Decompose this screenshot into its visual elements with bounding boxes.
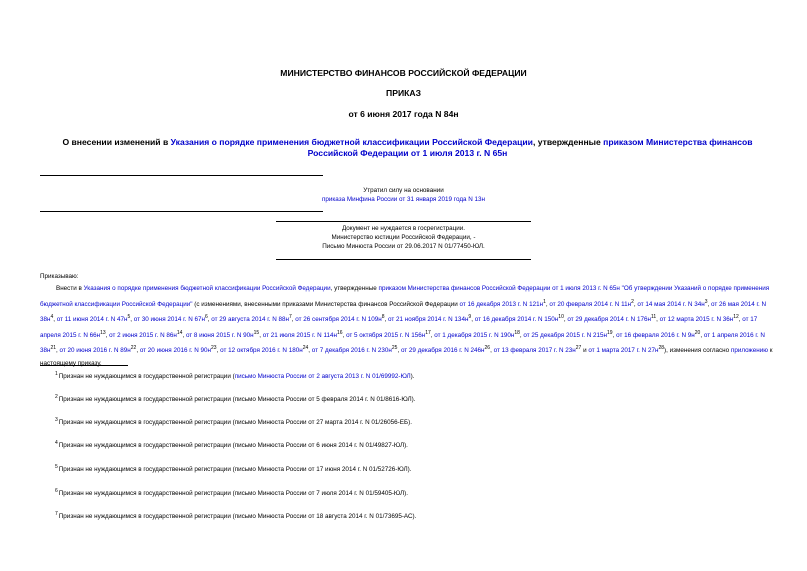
amendment-separator: , xyxy=(397,347,401,355)
footnote-number: 5 xyxy=(55,464,58,470)
amendment-separator: , xyxy=(471,316,475,324)
amendment-separator: , xyxy=(130,316,134,324)
footnote-mark: 18 xyxy=(514,329,520,336)
footnote-item xyxy=(55,488,408,497)
amendment-link[interactable]: от 21 ноября 2014 г. N 134н xyxy=(388,316,469,324)
main-paragraph xyxy=(40,283,775,370)
footnote-mark: 7 xyxy=(289,314,292,321)
footnote-text-end: ). xyxy=(410,373,415,381)
footnote-text: Признан не нуждающимся в государственной регистрации (письмо Минюста России от 5 февраля 2014 г. N 01/8616-ЮЛ). xyxy=(58,396,416,404)
footnote-mark: 24 xyxy=(302,345,309,352)
footnote-mark: 28 xyxy=(658,345,665,352)
amendment-link[interactable]: от 7 декабря 2016 г. N 230н xyxy=(311,347,392,355)
amendment-separator: , xyxy=(56,347,60,355)
amendment-separator: и xyxy=(581,347,589,355)
footnote-mark: 1 xyxy=(543,298,546,305)
footnote-text: Признан не нуждающимся в государственной регистрации (письмо Минюста России от 27 марта 2014 г. N 01/26056-ЕБ). xyxy=(58,419,412,427)
footnote-mark: 15 xyxy=(253,329,260,336)
amendment-separator: , xyxy=(490,347,494,355)
footnote-mark: 11 xyxy=(650,314,657,321)
footnote-mark: 4 xyxy=(50,314,54,321)
amendment-separator: , xyxy=(259,331,263,339)
footnote-text: Признан не нуждающимся в государственной регистрации (письмо Минюста России от 18 августа 2014 г. N 01/73695-АС). xyxy=(58,513,417,521)
amendment-link[interactable]: от 21 июля 2015 г. N 114н xyxy=(262,331,337,339)
registration-line3: Письмо Минюста России от 29.06.2017 N 01/77450-ЮЛ. xyxy=(322,243,485,250)
status-note-link[interactable]: приказа Минфина России от 31 января 2019 года N 13н xyxy=(321,196,486,203)
amendment-separator: , xyxy=(519,331,524,339)
doc-body xyxy=(40,271,775,370)
footnote-item xyxy=(55,464,411,473)
divider-reg-top xyxy=(276,221,531,222)
doc-heading xyxy=(40,137,775,159)
para-link-instructions[interactable]: Указания о порядке применения бюджетной классификации Российской Федерации xyxy=(83,285,331,293)
status-note xyxy=(0,186,807,204)
footnote-divider xyxy=(40,365,128,366)
amendment-separator: , xyxy=(207,316,212,324)
amendment-link[interactable]: от 29 декабря 2014 г. N 176н xyxy=(567,316,651,324)
amendment-link[interactable]: от 20 февраля 2014 г. N 11н xyxy=(549,300,632,308)
amendment-link[interactable]: от 13 февраля 2017 г. N 23н xyxy=(493,347,576,355)
footnote-mark: 9 xyxy=(468,314,472,321)
footnote-mark: 14 xyxy=(176,329,183,336)
divider-status xyxy=(40,211,323,212)
registration-note xyxy=(0,224,807,251)
footnote-number: 1 xyxy=(55,371,58,377)
footnote-mark: 12 xyxy=(733,314,739,321)
amendment-separator: , xyxy=(136,347,140,355)
amendment-link[interactable]: от 11 июня 2014 г. N 47н xyxy=(56,316,128,324)
footnote-text: Признан не нуждающимся в государственной регистрации (письмо Минюста России от 7 июля 2014 г. N 01/59405-ЮЛ). xyxy=(58,490,408,498)
divider-top xyxy=(40,175,323,176)
amendment-separator: , xyxy=(291,316,296,324)
amendment-link[interactable]: от 29 августа 2014 г. N 88н xyxy=(211,316,290,324)
heading-link-instructions[interactable]: Указания о порядке применения бюджетной классификации Российской Федерации xyxy=(170,137,533,147)
footnote-link[interactable]: письмо Минюста России от 2 августа 2013 г. N 01/69992-ЮЛ xyxy=(234,373,411,381)
amendment-separator: , xyxy=(384,316,389,324)
amendment-separator: , xyxy=(656,316,660,324)
footnote-text: Признан не нуждающимся в государственной регистрации (письмо Минюста России от 6 июня 2014 г. N 01/49827-ЮЛ). xyxy=(58,442,408,450)
para-end: ), изменения согласно xyxy=(664,347,731,355)
amendment-link[interactable]: от 17 апреля 2015 г. N 66н xyxy=(40,316,758,339)
footnote-mark: 19 xyxy=(607,329,613,336)
registration-line1: Документ не нуждается в госрегистрации. xyxy=(341,225,466,232)
footnote-mark: 25 xyxy=(391,345,398,352)
footnote-number: 4 xyxy=(55,440,58,446)
amendment-link[interactable]: от 5 октября 2015 г. N 156н xyxy=(346,331,426,339)
footnote-mark: 2 xyxy=(631,298,634,305)
footnote-item xyxy=(55,371,415,380)
para-text-2: (с изменениями, внесенными приказами Министерства финансов Российской Федерации xyxy=(192,300,460,308)
appendix-link[interactable]: приложению xyxy=(730,347,768,355)
footnote-item xyxy=(55,511,416,520)
footnote-mark: 22 xyxy=(130,345,137,352)
footnote-mark: 6 xyxy=(204,314,208,321)
footnote-text: Признан не нуждающимся в государственной регистрации (письмо Минюста России от 17 июня 2014 г. N 01/52726-ЮЛ). xyxy=(58,466,412,474)
amendment-link[interactable]: от 16 декабря 2013 г. N 121н xyxy=(459,300,544,308)
amendment-separator: , xyxy=(707,300,711,308)
footnote-mark: 21 xyxy=(50,345,57,352)
divider-reg-bottom xyxy=(276,259,531,260)
heading-middle: , утвержденные xyxy=(532,137,604,147)
para-text-1: , утвержденные xyxy=(330,285,379,293)
amendment-link[interactable]: от 1 декабря 2015 г. N 190н xyxy=(434,331,515,339)
amendment-separator: , xyxy=(53,316,57,324)
amendment-link[interactable]: от 26 сентября 2014 г. N 109н xyxy=(295,316,382,324)
footnote-mark: 10 xyxy=(558,314,564,321)
para-start: Внести в xyxy=(56,285,84,293)
doc-type: ПРИКАЗ xyxy=(386,88,421,98)
orders-label: Приказываю: xyxy=(40,273,79,280)
amendment-link[interactable]: от 26 мая 2014 г. N 38н xyxy=(40,300,767,324)
heading-link-order[interactable]: приказом Министерства финансов Российской Федерации от 1 июля 2013 г. N 65н xyxy=(307,137,753,158)
footnote-mark: 17 xyxy=(425,329,431,336)
amendment-link[interactable]: от 2 июня 2015 г. N 86н xyxy=(109,331,177,339)
footnote-number: 6 xyxy=(55,488,58,494)
para-link-order[interactable]: приказом Министерства финансов Российской Федерации от 1 июля 2013 г. N 65н "Об утверждении Указаний о порядке применения бюджетной классификации Российской Федерации" xyxy=(40,285,770,308)
amendment-link[interactable]: от 20 июня 2016 г. N 90н xyxy=(139,347,212,355)
amendment-separator: , xyxy=(216,347,221,355)
footnote-mark: 13 xyxy=(100,329,106,336)
footnote-item xyxy=(55,394,415,403)
footnote-mark: 26 xyxy=(484,345,491,352)
amendment-link[interactable]: от 12 октября 2016 г. N 180н xyxy=(220,347,303,355)
footnote-mark: 3 xyxy=(704,298,708,305)
amendment-separator: , xyxy=(700,331,704,339)
footnote-mark: 23 xyxy=(211,345,217,352)
footnote-mark: 20 xyxy=(694,329,701,336)
amendment-link[interactable]: от 12 марта 2015 г. N 36н xyxy=(659,316,734,324)
amendment-link[interactable]: от 8 июня 2015 г. N 90н xyxy=(185,331,254,339)
amendment-link[interactable]: от 16 декабря 2014 г. N 150н xyxy=(474,316,559,324)
amendment-link[interactable]: от 20 июня 2016 г. N 89н xyxy=(59,347,131,355)
amendment-separator: , xyxy=(612,331,617,339)
ministry-title: МИНИСТЕРСТВО ФИНАНСОВ РОССИЙСКОЙ ФЕДЕРАЦИИ xyxy=(280,68,527,78)
footnote-mark: 27 xyxy=(575,345,582,352)
amendment-link[interactable]: от 14 мая 2014 г. N 34н xyxy=(637,300,705,308)
amendment-separator: , xyxy=(430,331,435,339)
amendment-separator: , xyxy=(308,347,312,355)
amendment-separator: , xyxy=(738,316,743,324)
amendment-separator: , xyxy=(105,331,110,339)
amendments-list xyxy=(40,298,767,355)
amendment-separator: , xyxy=(633,300,638,308)
registration-line2: Министерство юстиции Российской Федерации, - xyxy=(331,234,476,241)
heading-prefix: О внесении изменений в xyxy=(62,137,171,147)
amendment-separator: , xyxy=(342,331,347,339)
footnote-item xyxy=(55,417,412,426)
footnote-number: 2 xyxy=(55,394,58,400)
amendment-link[interactable]: от 16 февраля 2016 г. N 9н xyxy=(616,331,695,339)
amendment-link[interactable]: от 29 декабря 2016 г. N 246н xyxy=(400,347,485,355)
amendment-separator: , xyxy=(182,331,186,339)
footnote-text: Признан не нуждающимся в государственной регистрации ( xyxy=(58,373,235,381)
amendment-link[interactable]: от 1 марта 2017 г. N 27н xyxy=(588,347,659,355)
amendment-link[interactable]: от 1 апреля 2016 г. N 38н xyxy=(40,331,765,355)
footnote-mark: 8 xyxy=(381,314,385,321)
footnote-mark: 16 xyxy=(337,329,343,336)
para-end-2: к настоящему приказу. xyxy=(40,347,773,367)
footnote-item xyxy=(55,440,408,449)
footnote-number: 3 xyxy=(55,417,58,423)
footnote-number: 7 xyxy=(55,511,58,517)
amendment-separator: , xyxy=(563,316,568,324)
amendment-link[interactable]: от 30 июня 2014 г. N 67н xyxy=(133,316,205,324)
status-note-line1: Утратил силу на основании xyxy=(363,187,444,194)
doc-date-number: от 6 июня 2017 года N 84н xyxy=(348,109,459,119)
amendment-separator: , xyxy=(545,300,550,308)
footnote-mark: 5 xyxy=(127,314,131,321)
amendment-link[interactable]: от 25 декабря 2015 г. N 215н xyxy=(523,331,608,339)
